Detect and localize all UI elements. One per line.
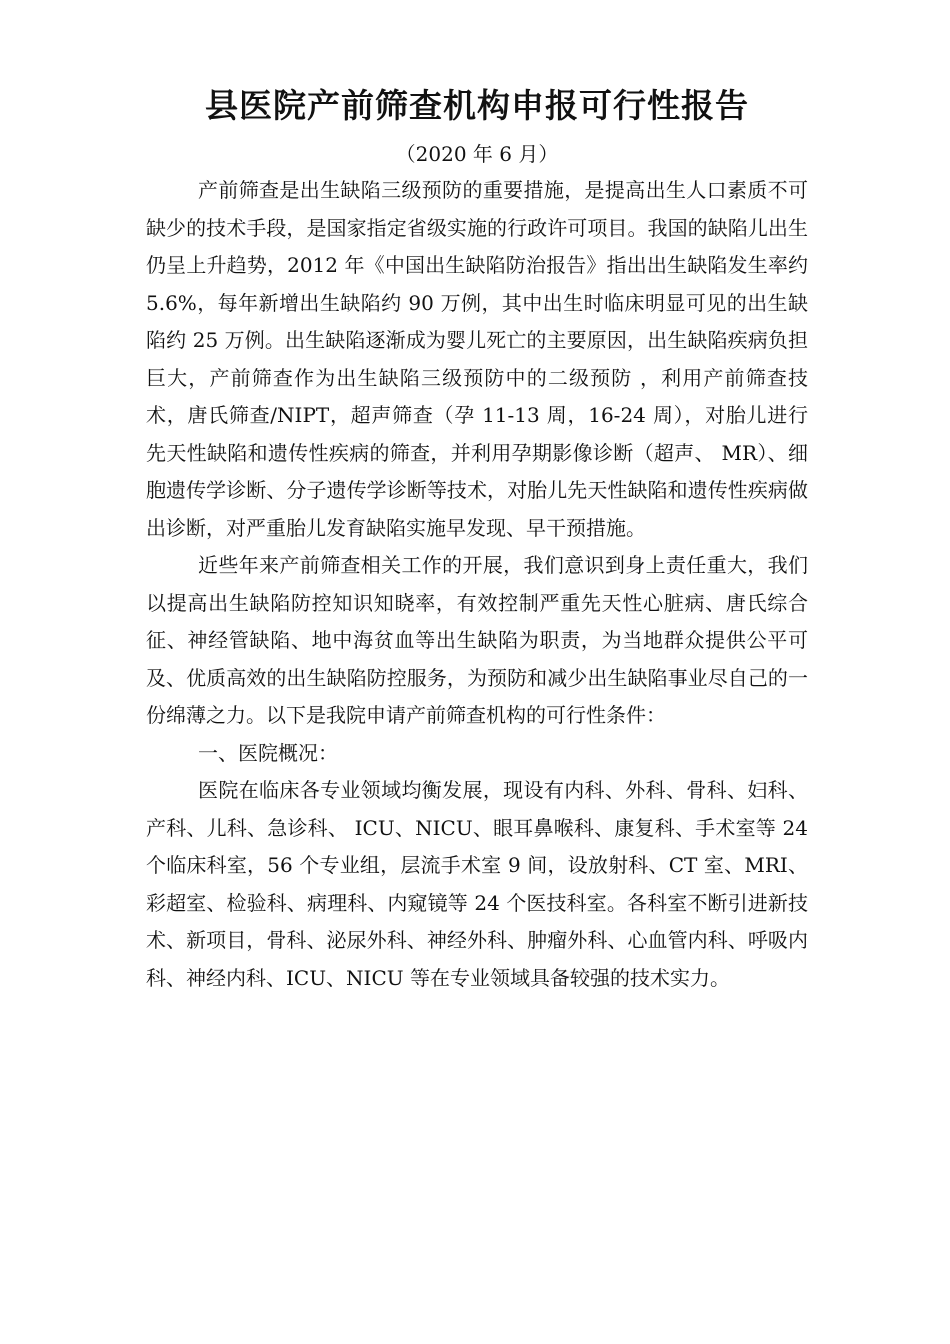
section-heading-hospital-overview: 一、医院概况：	[198, 740, 338, 765]
document-title: 县医院产前筛查机构申报可行性报告	[205, 86, 749, 125]
document-body	[146, 172, 808, 997]
paragraph-responsibility: 近些年来产前筛查相关工作的开展，我们意识到身上责任重大，我们以提高出生缺陷防控知识知晓率，有效控制严重先天性心脏病、唐氏综合征、神经管缺陷、地中海贫血等出生缺陷为职责，为当地群众提供公平可及、优质高效的出生缺陷防控服务，为预防和减少出生缺陷事业尽自己的一份绵薄之力。以下是我院申请产前筛查机构的可行性条件：	[146, 553, 808, 727]
document-date: （2020 年 6 月）	[395, 142, 559, 166]
paragraph-hospital-overview: 医院在临床各专业领域均衡发展，现设有内科、外科、骨科、妇科、产科、儿科、急诊科、 ICU、NICU、眼耳鼻喉科、康复科、手术室等 24 个临床科室，56 个专业组，层流手术室 9 间，设放射科、CT 室、MRI、彩超室、检验科、病理科、内窥镜等 24 个医技科室。各科室不断引进新技术、新项目，骨科、泌尿外科、神经外科、肿瘤外科、心血管内科、呼吸内科、神经内科、ICU、NICU 等在专业领域具备较强的技术实力。	[146, 778, 808, 990]
paragraph-intro: 产前筛查是出生缺陷三级预防的重要措施，是提高出生人口素质不可缺少的技术手段，是国家指定省级实施的行政许可项目。我国的缺陷儿出生仍呈上升趋势，2012 年《中国出生缺陷防治报告》指出出生缺陷发生率约 5.6%，每年新增出生缺陷约 90 万例，其中出生时临床明显可见的出生缺陷约 25 万例。出生缺陷逐渐成为婴儿死亡的主要原因，出生缺陷疾病负担巨大，产前筛查作为出生缺陷三级预防中的二级预防 ，利用产前筛查技术，唐氏筛查/NIPT，超声筛查（孕 11-13 周，16-24 周），对胎儿进行先天性缺陷和遗传性疾病的筛查，并利用孕期影像诊断（超声、 MR）、细胞遗传学诊断、分子遗传学诊断等技术，对胎儿先天性缺陷和遗传性疾病做出诊断，对严重胎儿发育缺陷实施早发现、早干预措施。	[146, 178, 808, 540]
